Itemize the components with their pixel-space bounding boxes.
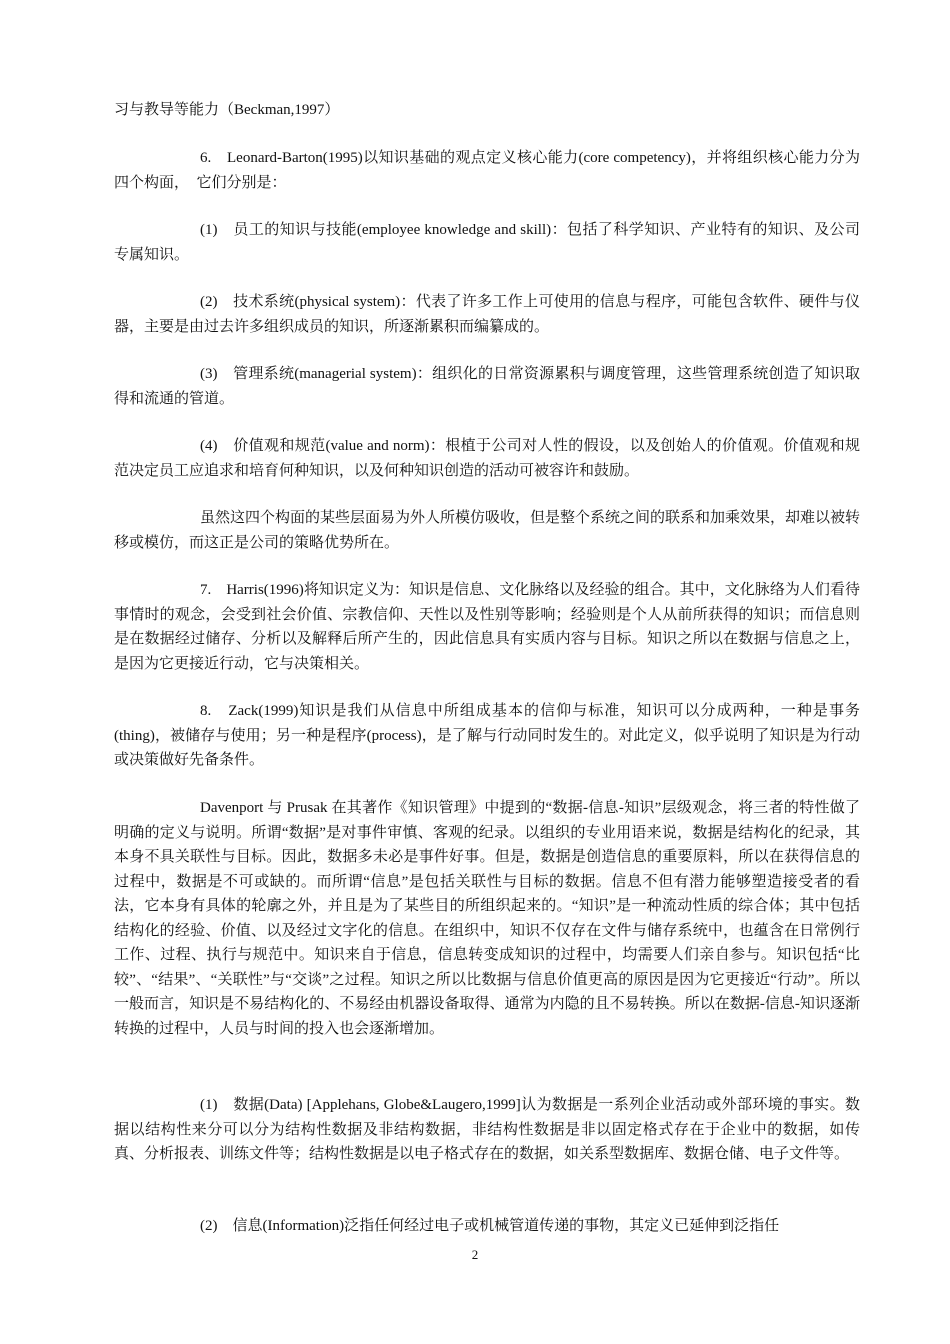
paragraph-item-6: 6. Leonard-Barton(1995)以知识基础的观点定义核心能力(core competency)，并将组织核心能力分为四个构面， 它们分别是： (114, 150, 860, 191)
paragraph-summary: 虽然这四个构面的某些层面易为外人所模仿吸收，但是整个系统之间的联系和加乘效果，却难以被转移或模仿，而这正是公司的策略优势所在。 (114, 510, 861, 551)
paragraph-sub-item-3: (3) 管理系统(managerial system)：组织化的日常资源累积与调度管理，这些管理系统创造了知识取得和流通的管道。 (114, 366, 860, 407)
paragraph-information-definition: (2) 信息(Information)泛指任何经过电子或机械管道传递的事物，其定义已延伸到泛指任 (200, 1218, 780, 1234)
paragraph-davenport: Davenport 与 Prusak 在其著作《知识管理》中提到的“数据-信息-知识”层级观念，将三者的特性做了明确的定义与说明。所谓“数据”是对事件审慎、客观的纪录。以组织的专业用语来说，数据是结构化的纪录，其本身不具关联性与目标。因此，数据多未必是事件好事。但是，数据是创造信息的重要原料，所以在获得信息的过程中，数据是不可或缺的。而所谓“信息”是包括关联性与目标的数据。信息不但有潜力能够塑造接受者的看法，它本身有具体的轮廓之外，并且是为了某些目的所组织起来的。“知识”是一种流动性质的综合体；其中包括结构化的经验、价值、以及经过文字化的信息。在组织中，知识不仅存在文件与储存系统中，也蕴含在日常例行工作、过程、执行与规范中。知识来自于信息，信息转变成知识的过程中，均需要人们亲自参与。知识包括“比较”、“结果”、“关联性”与“交谈”之过程。知识之所以比数据与信息价值更高的原因是因为它更接近“行动”。所以一般而言，知识是不易结构化的、不易经由机器设备取得、通常为内隐的且不易转换。所以在数据-信息-知识逐渐转换的过程中，人员与时间的投入也会逐渐增加。 (114, 800, 860, 1037)
paragraph-sub-item-1: (1) 员工的知识与技能(employee knowledge and skill)：包括了科学知识、产业特有的知识、及公司专属知识。 (114, 222, 860, 263)
page-number: 2 (471, 1247, 479, 1262)
paragraph-sub-item-4: (4) 价值观和规范(value and norm)：根植于公司对人性的假设，以及创始人的价值观。价值观和规范决定员工应追求和培育何种知识，以及何种知识创造的活动可被容许和鼓励。 (114, 438, 860, 479)
paragraph-item-7: 7. Harris(1996)将知识定义为：知识是信息、文化脉络以及经验的组合。其中，文化脉络为人们看待事情时的观念，会受到社会价值、宗教信仰、天性以及性别等影响；经验则是个人从前所获得的知识；而信息则是在数据经过储存、分析以及解释后所产生的，因此信息具有实质内容与目标。知识之所以在数据与信息之上，是因为它更接近行动，它与决策相关。 (114, 582, 860, 672)
paragraph-continuation: 习与教导等能力（Beckman,1997） (114, 102, 340, 118)
paragraph-item-8: 8. Zack(1999)知识是我们从信息中所组成基本的信仰与标准，知识可以分成两种，一种是事务(thing)，被储存与使用；另一种是程序(process)，是了解与行动同时发生的。对此定义，似乎说明了知识是为行动或决策做好先备条件。 (114, 703, 860, 768)
paragraph-sub-item-2: (2) 技术系统(physical system)：代表了许多工作上可使用的信息与程序，可能包含软件、硬件与仪器，主要是由过去许多组织成员的知识，所逐渐累积而编纂成的。 (114, 294, 860, 335)
paragraph-data-definition: (1) 数据(Data) [Applehans, Globe&Laugero,1999]认为数据是一系列企业活动或外部环境的事实。数据以结构性来分可以分为结构性数据及非结构数据，非结构性数据是非以固定格式存在于企业中的数据，如传真、分析报表、训练文件等；结构性数据是以电子格式存在的数据，如关系型数据库、数据仓储、电子文件等。 (114, 1097, 860, 1162)
